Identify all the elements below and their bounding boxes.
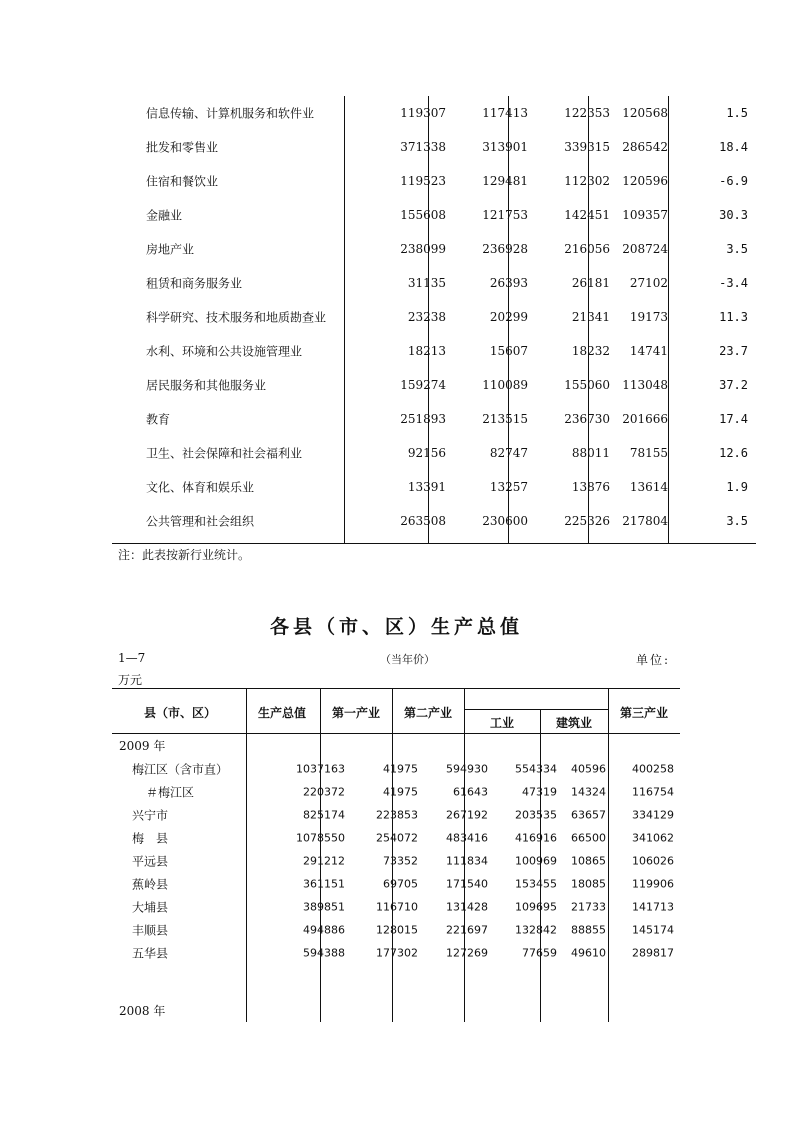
growth-rate-cell: 18.4 — [719, 140, 748, 154]
value-cell: 14324 — [571, 785, 606, 798]
value-cell: 18085 — [571, 877, 606, 890]
industry-label: 房地产业 — [146, 242, 195, 257]
industry-table — [112, 96, 756, 544]
value-cell: 92156 — [407, 446, 446, 460]
value-cell: 109357 — [622, 208, 668, 222]
value-cell: 109695 — [515, 900, 557, 913]
value-cell: 171540 — [446, 877, 488, 890]
county-name: 平远县 — [132, 854, 169, 868]
table-row — [112, 266, 756, 300]
header-county: 县（市、区） — [144, 706, 217, 720]
table-row — [112, 504, 756, 538]
value-cell: 26393 — [489, 276, 528, 290]
value-cell: 1078550 — [296, 831, 345, 844]
value-cell: 216056 — [564, 242, 610, 256]
table-row — [112, 895, 680, 918]
value-cell: 594388 — [303, 946, 345, 959]
value-cell: 18232 — [571, 344, 610, 358]
table-row — [112, 198, 756, 232]
value-cell: 21733 — [571, 900, 606, 913]
header-industry: 工业 — [490, 716, 515, 730]
growth-rate-cell: 23.7 — [719, 344, 748, 358]
value-cell: 201666 — [622, 412, 668, 426]
growth-rate-cell: 1.9 — [726, 480, 748, 494]
value-cell: 213515 — [482, 412, 528, 426]
value-cell: 361151 — [303, 877, 345, 890]
value-cell: 61643 — [453, 785, 488, 798]
table-row — [112, 941, 680, 964]
growth-rate-cell: 11.3 — [719, 310, 748, 324]
value-cell: 119307 — [400, 106, 446, 120]
value-cell: 116754 — [632, 785, 674, 798]
table-row — [112, 803, 680, 826]
header-secondary: 第二产业 — [404, 706, 453, 720]
value-cell: 339315 — [564, 140, 610, 154]
value-cell: 142451 — [564, 208, 610, 222]
value-cell: 100969 — [515, 854, 557, 867]
table-row — [112, 918, 680, 941]
table-row — [112, 130, 756, 164]
industry-label: 住宿和餐饮业 — [146, 174, 219, 189]
value-cell: 23238 — [407, 310, 446, 324]
year-label-2008: 2008 年 — [119, 1004, 166, 1018]
value-cell: 251893 — [400, 412, 446, 426]
value-cell: 41975 — [383, 762, 418, 775]
county-gdp-table — [112, 688, 680, 1022]
value-cell: 155608 — [400, 208, 446, 222]
value-cell: 289817 — [632, 946, 674, 959]
section-title: 各县（市、区）生产总值 — [269, 616, 523, 638]
table-row — [112, 826, 680, 849]
value-cell: 254072 — [376, 831, 418, 844]
value-cell: 121753 — [482, 208, 528, 222]
growth-rate-cell: -3.4 — [719, 276, 748, 290]
value-cell: 13391 — [407, 480, 446, 494]
value-cell: 128015 — [376, 923, 418, 936]
value-cell: 238099 — [400, 242, 446, 256]
table-row — [112, 164, 756, 198]
growth-rate-cell: 1.5 — [726, 106, 748, 120]
value-cell: 122353 — [564, 106, 610, 120]
value-cell: 119523 — [400, 174, 446, 188]
value-cell: 77659 — [522, 946, 557, 959]
value-cell: 88855 — [571, 923, 606, 936]
value-cell: 27102 — [629, 276, 668, 290]
industry-label: 租赁和商务服务业 — [146, 276, 243, 291]
value-cell: 483416 — [446, 831, 488, 844]
growth-rate-cell: -6.9 — [719, 174, 748, 188]
table-row — [112, 780, 680, 803]
year-label-2009: 2009 年 — [119, 739, 166, 753]
value-cell: 223853 — [376, 808, 418, 821]
header-tertiary: 第三产业 — [620, 706, 669, 720]
growth-rate-cell: 3.5 — [726, 514, 748, 528]
value-cell: 26181 — [571, 276, 610, 290]
industry-label: 居民服务和其他服务业 — [146, 378, 267, 393]
value-cell: 371338 — [400, 140, 446, 154]
table-row — [112, 334, 756, 368]
industry-label: 公共管理和社会组织 — [146, 514, 255, 529]
industry-label: 批发和零售业 — [146, 140, 219, 155]
value-cell: 119906 — [632, 877, 674, 890]
growth-rate-cell: 30.3 — [719, 208, 748, 222]
table-top-rule — [112, 688, 680, 689]
value-cell: 120596 — [622, 174, 668, 188]
value-cell: 220372 — [303, 785, 345, 798]
value-cell: 21341 — [571, 310, 610, 324]
value-cell: 106026 — [632, 854, 674, 867]
value-cell: 230600 — [482, 514, 528, 528]
value-cell: 153455 — [515, 877, 557, 890]
value-cell: 31135 — [407, 276, 446, 290]
county-name: 蕉岭县 — [132, 877, 169, 891]
table-note: 注：此表按新行业统计。 — [118, 548, 251, 562]
value-cell: 313901 — [482, 140, 528, 154]
industry-label: 科学研究、技术服务和地质勘查业 — [146, 310, 327, 325]
county-name: ＃梅江区 — [146, 785, 195, 799]
value-cell: 341062 — [632, 831, 674, 844]
value-cell: 73352 — [383, 854, 418, 867]
value-cell: 63657 — [571, 808, 606, 821]
value-cell: 334129 — [632, 808, 674, 821]
value-cell: 40596 — [571, 762, 606, 775]
growth-rate-cell: 17.4 — [719, 412, 748, 426]
value-cell: 18213 — [407, 344, 446, 358]
value-cell: 110089 — [482, 378, 528, 392]
value-cell: 263508 — [400, 514, 446, 528]
value-cell: 291212 — [303, 854, 345, 867]
county-name: 梅江区（含市直） — [132, 762, 229, 776]
table-row — [112, 757, 680, 780]
value-cell: 19173 — [629, 310, 668, 324]
value-cell: 594930 — [446, 762, 488, 775]
value-cell: 203535 — [515, 808, 557, 821]
value-cell: 14741 — [629, 344, 668, 358]
value-cell: 117413 — [482, 106, 528, 120]
industry-label: 水利、环境和公共设施管理业 — [146, 344, 303, 359]
county-name: 五华县 — [132, 946, 169, 960]
industry-label: 金融业 — [146, 208, 183, 223]
value-cell: 66500 — [571, 831, 606, 844]
table-number: 1—7 — [118, 651, 146, 665]
table-row — [112, 436, 756, 470]
value-cell: 120568 — [622, 106, 668, 120]
county-name: 丰顺县 — [132, 923, 169, 937]
industry-label: 教育 — [146, 412, 171, 427]
value-cell: 208724 — [622, 242, 668, 256]
table-bottom-rule — [112, 543, 756, 544]
county-name: 梅 县 — [132, 831, 169, 845]
value-cell: 159274 — [400, 378, 446, 392]
industry-label: 卫生、社会保障和社会福利业 — [146, 446, 303, 461]
value-cell: 82747 — [489, 446, 528, 460]
county-name: 大埔县 — [132, 900, 169, 914]
value-cell: 13257 — [489, 480, 528, 494]
value-cell: 225326 — [564, 514, 610, 528]
price-note: （当年价） — [380, 653, 435, 666]
growth-rate-cell: 3.5 — [726, 242, 748, 256]
value-cell: 13876 — [571, 480, 610, 494]
header-bottom-rule — [112, 733, 680, 734]
table-row — [112, 232, 756, 266]
table-row — [112, 402, 756, 436]
value-cell: 127269 — [446, 946, 488, 959]
table-row — [112, 96, 756, 130]
industry-label: 信息传输、计算机服务和软件业 — [146, 106, 315, 121]
header-gdp: 生产总值 — [258, 706, 307, 720]
subheader-rule — [464, 709, 608, 710]
value-cell: 116710 — [376, 900, 418, 913]
county-name: 兴宁市 — [132, 808, 169, 822]
value-cell: 217804 — [622, 514, 668, 528]
unit-value: 万元 — [118, 673, 143, 687]
value-cell: 15607 — [489, 344, 528, 358]
table-row — [112, 849, 680, 872]
value-cell: 236730 — [564, 412, 610, 426]
value-cell: 286542 — [622, 140, 668, 154]
industry-label: 文化、体育和娱乐业 — [146, 480, 255, 495]
value-cell: 416916 — [515, 831, 557, 844]
value-cell: 494886 — [303, 923, 345, 936]
table-row — [112, 300, 756, 334]
value-cell: 47319 — [522, 785, 557, 798]
growth-rate-cell: 37.2 — [719, 378, 748, 392]
value-cell: 1037163 — [296, 762, 345, 775]
value-cell: 825174 — [303, 808, 345, 821]
header-primary: 第一产业 — [332, 706, 381, 720]
table-row — [112, 368, 756, 402]
value-cell: 554334 — [515, 762, 557, 775]
value-cell: 20299 — [489, 310, 528, 324]
value-cell: 236928 — [482, 242, 528, 256]
value-cell: 132842 — [515, 923, 557, 936]
value-cell: 400258 — [632, 762, 674, 775]
table-row — [112, 872, 680, 895]
value-cell: 145174 — [632, 923, 674, 936]
value-cell: 78155 — [629, 446, 668, 460]
value-cell: 41975 — [383, 785, 418, 798]
value-cell: 129481 — [482, 174, 528, 188]
value-cell: 69705 — [383, 877, 418, 890]
value-cell: 112302 — [564, 174, 610, 188]
value-cell: 113048 — [622, 378, 668, 392]
value-cell: 221697 — [446, 923, 488, 936]
value-cell: 141713 — [632, 900, 674, 913]
unit-label: 单位: — [636, 653, 671, 667]
table-row — [112, 470, 756, 504]
value-cell: 155060 — [564, 378, 610, 392]
growth-rate-cell: 12.6 — [719, 446, 748, 460]
value-cell: 111834 — [446, 854, 488, 867]
value-cell: 49610 — [571, 946, 606, 959]
value-cell: 267192 — [446, 808, 488, 821]
value-cell: 389851 — [303, 900, 345, 913]
value-cell: 13614 — [629, 480, 668, 494]
value-cell: 177302 — [376, 946, 418, 959]
value-cell: 10865 — [571, 854, 606, 867]
header-construction: 建筑业 — [556, 716, 593, 730]
value-cell: 131428 — [446, 900, 488, 913]
value-cell: 88011 — [571, 446, 610, 460]
